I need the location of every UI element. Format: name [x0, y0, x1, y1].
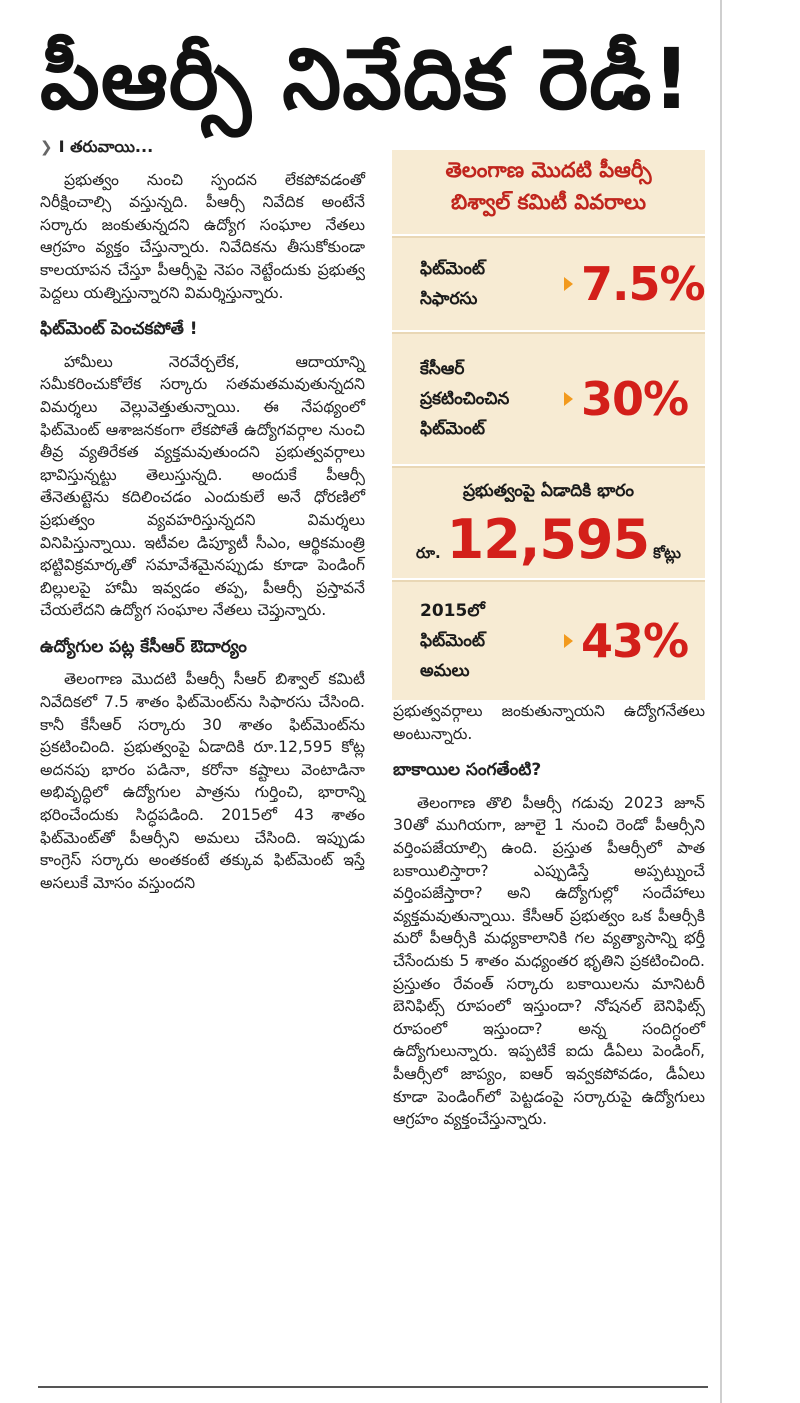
- page-edge-line: [720, 0, 722, 1403]
- subheading: ఫిట్‌మెంట్ పెంచకపోతే !: [40, 319, 198, 340]
- fact-label: ప్రభుత్వంపై ఏడాదికి భారం: [462, 480, 635, 501]
- fact-label-line: ప్రకటించించిన: [420, 389, 510, 409]
- fact-annual-burden: [392, 466, 705, 578]
- fact-label: [420, 254, 560, 314]
- right-column: [393, 700, 705, 1143]
- fact-value: 12,595: [446, 507, 650, 571]
- kicker: [40, 136, 365, 159]
- amount-unit: కోట్లు: [653, 543, 681, 562]
- fact-label-line: 2015లో: [420, 601, 485, 621]
- fact-kcr-fitment: [392, 332, 705, 464]
- fact-label: [420, 596, 560, 686]
- currency-prefix: రూ.: [416, 543, 441, 562]
- kicker-text: I తరువాయి...: [58, 137, 154, 156]
- left-column: [40, 132, 365, 906]
- fact-label: [420, 354, 560, 444]
- facts-box-title-line: బిశ్వాల్ కమిటీ వివరాలు: [451, 190, 646, 214]
- fact-label-line: అమలు: [420, 661, 470, 681]
- body-paragraph: ప్రభుత్వవర్గాలు జంకుతున్నాయని ఉద్యోగనేతలు అంటున్నారు.: [393, 702, 705, 743]
- fact-value: 7.5%: [581, 257, 705, 311]
- arrow-right-icon: [564, 634, 573, 648]
- fact-label-line: ఫిట్‌మెంట్: [420, 259, 485, 279]
- facts-box-title: [392, 150, 705, 234]
- facts-box-title-line: తెలంగాణ మొదటి పీఆర్సీ: [445, 158, 652, 182]
- bottom-rule: [38, 1386, 708, 1388]
- chevron-right-icon: ❯: [40, 138, 53, 156]
- body-paragraph: ప్రభుత్వం నుంచి స్పందన లేకపోవడంతో నిరీక్షించాల్సి వస్తున్నది. పీఆర్సీ నివేదిక అంటేనే సర్కారు జంకుతున్నదని ఉద్యోగ సంఘాల నేతలు ఆగ్రహం వ్యక్తం చేస్తున్నారు. నివేదికను తీసుకోకుండా కాలయాపన చేస్తూ పీఆర్సీపై నెపం నెట్టేందుకు ప్రభుత్వ పెద్దలు యత్నిస్తున్నారని విమర్శిస్తున్నారు.: [40, 170, 365, 302]
- body-paragraph: తెలంగాణ మొదటి పీఆర్సీ సీఆర్ బిశ్వాల్ కమిటీ నివేదికలో 7.5 శాతం ఫిట్‌మెంట్‌ను సిఫారసు చేసింది. కానీ కేసీఆర్ సర్కారు 30 శాతం ఫిట్‌మెంట్‌ను ప్రకటించింది. ప్రభుత్వంపై ఏడాదికి రూ.12,595 కోట్ల అదనపు భారం పడినా, కరోనా కష్టాలు వెంటాడినా అభివృద్ధిలో ఉద్యోగుల పాత్రను గుర్తించి, భారాన్ని భరించేందుకు సిద్ధపడింది. 2015లో 43 శాతం ఫిట్‌మెంట్‌తో పీఆర్సీని అమలు చేసింది. ఇప్పుడు కాంగ్రెస్ సర్కారు అంతకంటే తక్కువ ఫిట్‌మెంట్ ఇస్తే అసలుకే మోసం వస్తుందని: [40, 670, 365, 892]
- fact-label-line: కేసీఆర్: [420, 359, 465, 379]
- facts-box: [392, 150, 705, 685]
- headline: పీఆర్సీ నివేదిక రెడీ!: [40, 30, 692, 128]
- fact-value: 43%: [581, 614, 689, 668]
- arrow-right-icon: [564, 277, 573, 291]
- fact-label-line: ఫిట్‌మెంట్: [420, 631, 485, 651]
- fact-label-line: సిఫారసు: [420, 289, 478, 309]
- subheading: బాకాయిల సంగతేంటి?: [393, 760, 542, 781]
- body-paragraph: హామీలు నెరవేర్చలేక, ఆదాయాన్ని సమీకరించుకోలేక సర్కారు సతమతమవుతున్నదని విమర్శలు వెల్లువెత్తుతున్నాయి. ఈ నేపథ్యంలో ఫిట్‌మెంట్ ఆశాజనకంగా లేకపోతే ఉద్యోగవర్గాల నుంచి తీవ్ర వ్యతిరేకత వ్యక్తమవుతుందని ప్రభుత్వవర్గాలు భావిస్తున్నట్టు తెలుస్తున్నది. అందుకే పీఆర్సీ తేనెతుట్టెను కదిలించడం ఎందుకులే అనే ధోరణిలో ప్రభుత్వం వ్యవహరిస్తున్నదని విమర్శలు వినిపిస్తున్నాయి. ఇటీవల డిప్యూటీ సీఎం, ఆర్థికమంత్రి భట్టివిక్రమార్కతో సమావేశమైనప్పుడు కూడా పెండింగ్ బిల్లులపై హామీ ఇవ్వడం తప్ప, పీఆర్సీ ప్రస్తావనే చేయలేదని ఉద్యోగ సంఘాల నేతలు చెప్తున్నారు.: [40, 352, 365, 620]
- subheading: ఉద్యోగుల పట్ల కేసీఆర్ ఔదార్యం: [40, 636, 247, 657]
- fact-recommended-fitment: [392, 236, 705, 330]
- fact-2015-fitment: [392, 580, 705, 700]
- fact-amount: [416, 508, 681, 571]
- body-paragraph: తెలంగాణ తొలి పీఆర్సీ గడువు 2023 జూన్ 30తో ముగియగా, జూలై 1 నుంచి రెండో పీఆర్సీని వర్తింపజేయాల్సి ఉంది. ప్రస్తుత పీఆర్సీలో పాత బకాయిలిస్తారా? ఎప్పుడిస్తే అప్పట్నుంచే వర్తింపజేస్తారా? అని ఉద్యోగుల్లో సందేహాలు వ్యక్తమవుతున్నాయి. కేసీఆర్ ప్రభుత్వం ఒక పీఆర్సీకి మరో పీఆర్సీకి మధ్యకాలానికి గల వ్యత్యాసాన్ని భర్తీ చేసేందుకు 5 శాతం మధ్యంతర భృతిని ప్రకటించింది. ప్రస్తుతం రేవంత్ సర్కారు బకాయిలను మానిటరీ బెనిఫిట్స్ రూపంలో ఇస్తుందా? నోషనల్ బెనిఫిట్స్ రూపంలో ఇస్తుందా? అన్న సందిగ్ధంలో ఉద్యోగులున్నారు. ఇప్పటికే ఐదు డీఏలు పెండింగ్, పీఆర్సీలో జాప్యం, ఐఆర్ ఇవ్వకపోవడం, డీఏలు కూడా పెండింగ్‌లో పెట్టడంపై సర్కారుపై ఉద్యోగులు ఆగ్రహం వ్యక్తంచేస్తున్నారు.: [393, 793, 705, 1129]
- fact-label-line: ఫిట్‌మెంట్: [420, 419, 485, 439]
- fact-value: 30%: [581, 372, 689, 426]
- arrow-right-icon: [564, 392, 573, 406]
